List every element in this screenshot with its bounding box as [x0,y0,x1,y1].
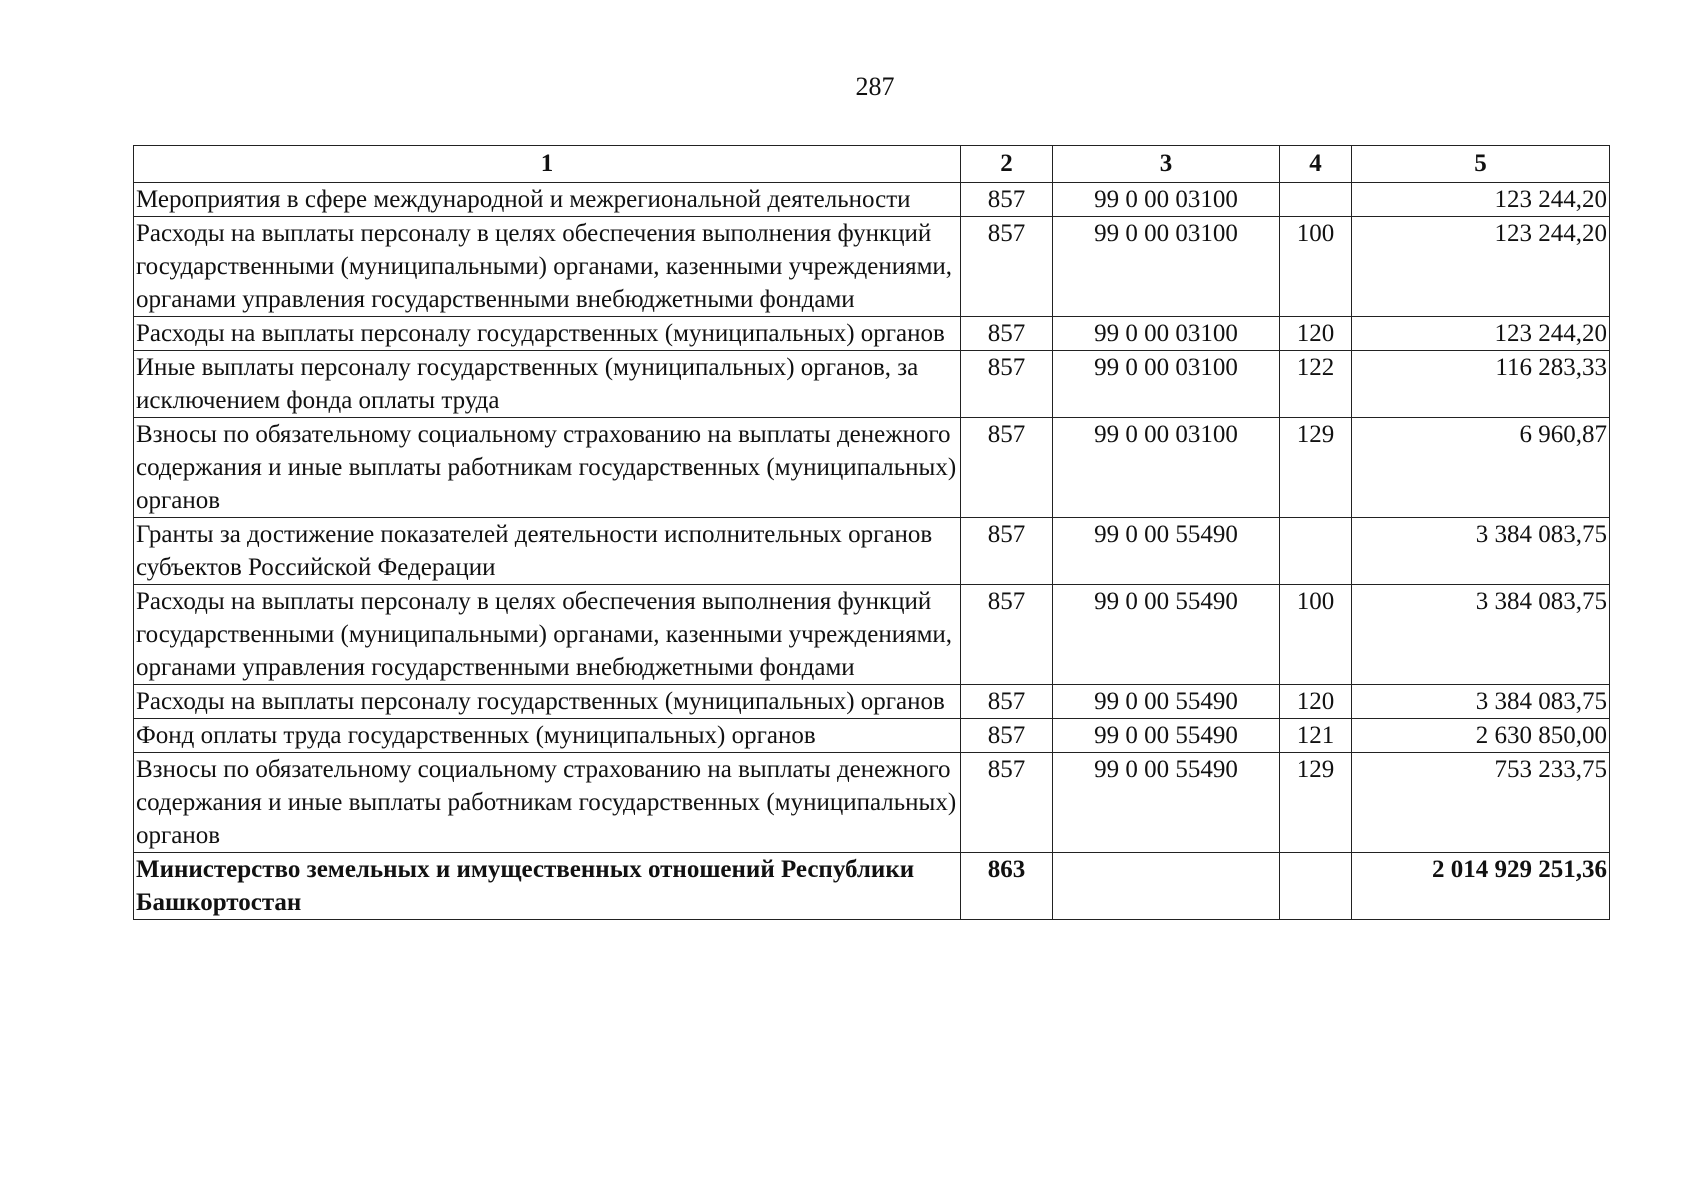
row-vr-cell [1280,518,1352,585]
row-name-cell: Фонд оплаты труда государственных (муниципальных) органов [134,719,961,753]
row-sum-cell: 3 384 083,75 [1352,685,1610,719]
row-vr-cell [1280,183,1352,217]
row-name-cell: Расходы на выплаты персоналу государственных (муниципальных) органов [134,317,961,351]
row-csr-cell: 99 0 00 55490 [1053,685,1280,719]
column-header-5: 5 [1352,146,1610,183]
budget-table [133,145,1610,920]
row-sum-cell: 3 384 083,75 [1352,585,1610,685]
row-ved-cell: 863 [961,853,1053,920]
table-row [134,719,1610,753]
row-csr-cell: 99 0 00 03100 [1053,183,1280,217]
row-csr-cell: 99 0 00 03100 [1053,351,1280,418]
column-header-2: 2 [961,146,1053,183]
row-ved-cell: 857 [961,685,1053,719]
row-vr-cell: 120 [1280,685,1352,719]
table-row [134,351,1610,418]
row-name-cell: Взносы по обязательному социальному страхованию на выплаты денежного содержания и иные выплаты работникам государственных (муниципальных) органов [134,418,961,518]
row-vr-cell: 100 [1280,585,1352,685]
table-row [134,217,1610,317]
row-sum-cell: 123 244,20 [1352,217,1610,317]
row-sum-cell: 3 384 083,75 [1352,518,1610,585]
row-csr-cell: 99 0 00 55490 [1053,719,1280,753]
column-header-4: 4 [1280,146,1352,183]
row-name-cell: Министерство земельных и имущественных отношений Республики Башкортостан [134,853,961,920]
table-row [134,418,1610,518]
row-ved-cell: 857 [961,518,1053,585]
table-row [134,853,1610,920]
row-vr-cell: 120 [1280,317,1352,351]
row-name-cell: Иные выплаты персоналу государственных (муниципальных) органов, за исключением фонда оплаты труда [134,351,961,418]
column-header-1: 1 [134,146,961,183]
row-csr-cell: 99 0 00 55490 [1053,518,1280,585]
table-row [134,685,1610,719]
row-vr-cell: 129 [1280,418,1352,518]
row-vr-cell: 100 [1280,217,1352,317]
row-ved-cell: 857 [961,753,1053,853]
row-ved-cell: 857 [961,217,1053,317]
row-sum-cell: 123 244,20 [1352,317,1610,351]
row-ved-cell: 857 [961,317,1053,351]
row-vr-cell: 121 [1280,719,1352,753]
row-name-cell: Гранты за достижение показателей деятельности исполнительных органов субъектов Российской Федерации [134,518,961,585]
row-csr-cell: 99 0 00 03100 [1053,317,1280,351]
row-vr-cell [1280,853,1352,920]
row-name-cell: Расходы на выплаты персоналу государственных (муниципальных) органов [134,685,961,719]
row-csr-cell: 99 0 00 55490 [1053,753,1280,853]
row-csr-cell: 99 0 00 55490 [1053,585,1280,685]
row-sum-cell: 123 244,20 [1352,183,1610,217]
row-name-cell: Взносы по обязательному социальному страхованию на выплаты денежного содержания и иные выплаты работникам государственных (муниципальных) органов [134,753,961,853]
row-name-cell: Расходы на выплаты персоналу в целях обеспечения выполнения функций государственными (муниципальными) органами, казенными учреждениями, органами управления государственными внебюджетными фондами [134,585,961,685]
row-ved-cell: 857 [961,719,1053,753]
row-sum-cell: 2 630 850,00 [1352,719,1610,753]
page-number: 287 [855,72,895,101]
row-ved-cell: 857 [961,351,1053,418]
table-row [134,183,1610,217]
row-ved-cell: 857 [961,183,1053,217]
table-row [134,317,1610,351]
row-vr-cell: 129 [1280,753,1352,853]
column-header-3: 3 [1053,146,1280,183]
row-ved-cell: 857 [961,585,1053,685]
row-sum-cell: 6 960,87 [1352,418,1610,518]
row-sum-cell: 116 283,33 [1352,351,1610,418]
row-sum-cell: 2 014 929 251,36 [1352,853,1610,920]
row-vr-cell: 122 [1280,351,1352,418]
row-csr-cell: 99 0 00 03100 [1053,217,1280,317]
table-header-row [134,146,1610,183]
table-body [134,183,1610,920]
table-row [134,518,1610,585]
row-csr-cell: 99 0 00 03100 [1053,418,1280,518]
row-name-cell: Расходы на выплаты персоналу в целях обеспечения выполнения функций государственными (муниципальными) органами, казенными учреждениями, органами управления государственными внебюджетными фондами [134,217,961,317]
row-sum-cell: 753 233,75 [1352,753,1610,853]
table-row [134,585,1610,685]
row-csr-cell [1053,853,1280,920]
row-ved-cell: 857 [961,418,1053,518]
row-name-cell: Мероприятия в сфере международной и межрегиональной деятельности [134,183,961,217]
table-row [134,753,1610,853]
